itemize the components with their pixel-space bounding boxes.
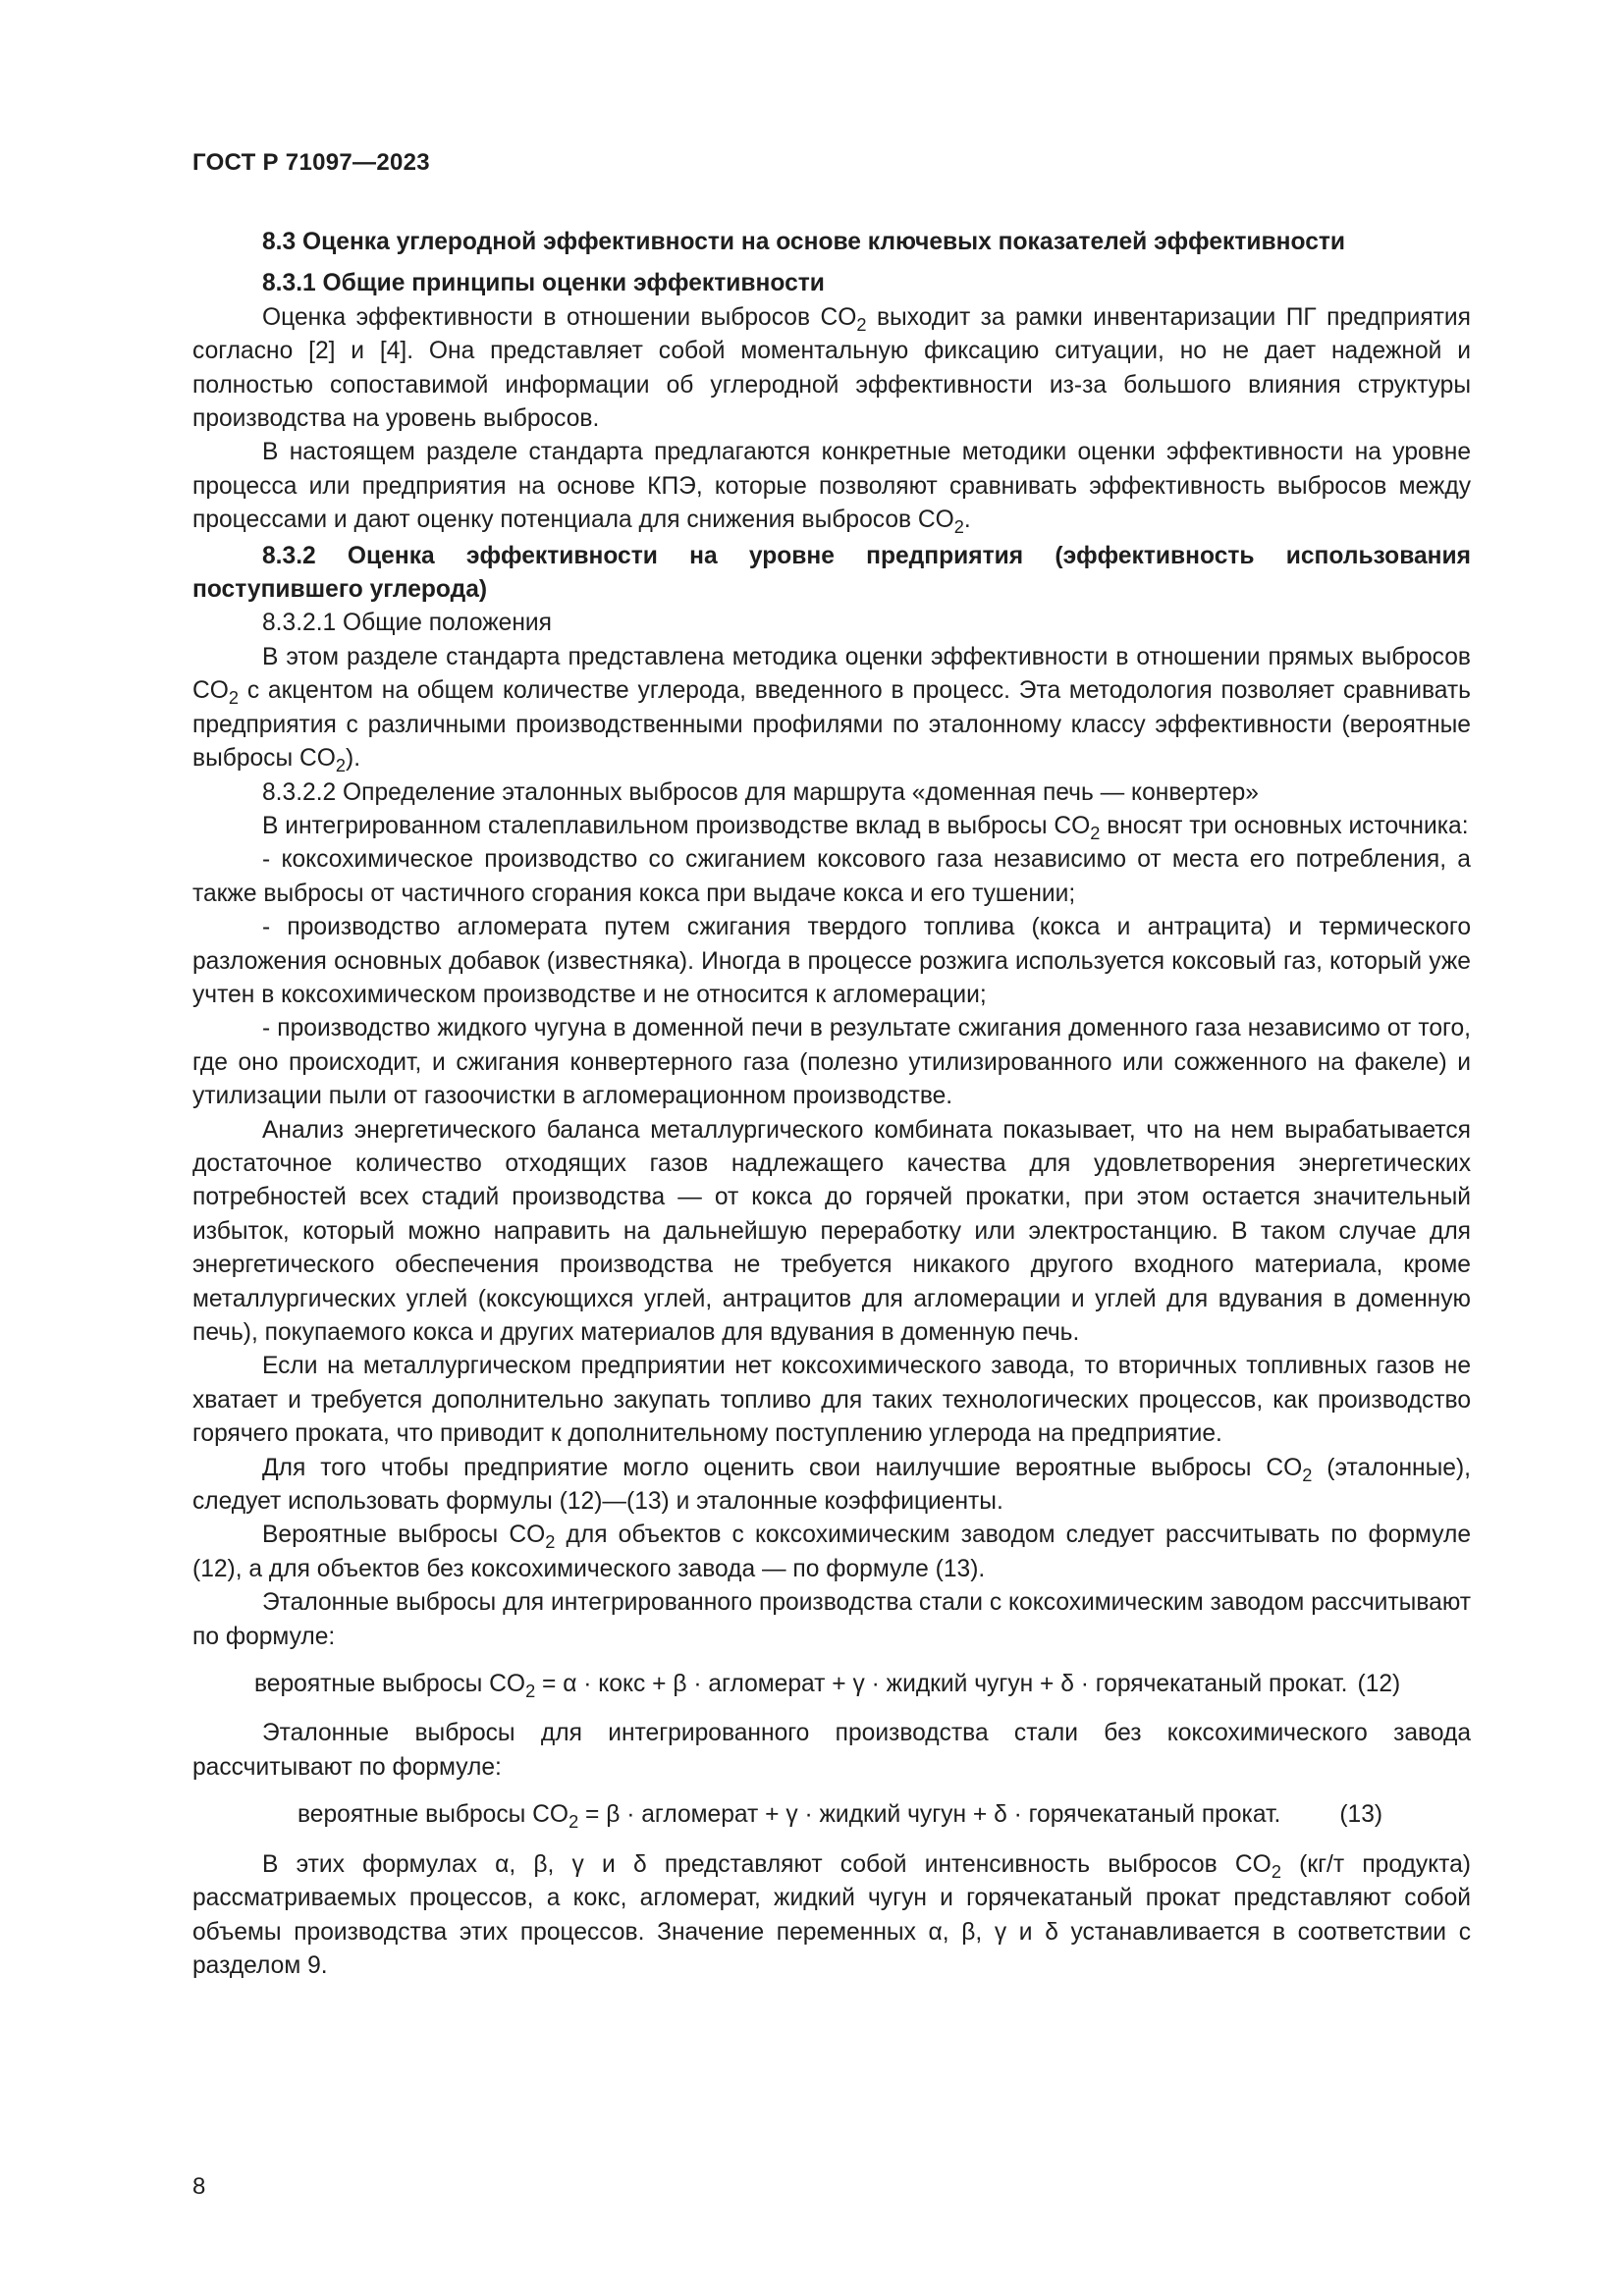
list-item-sinter: - производство агломерата путем сжигания твердого топлива (кокса и антрацита) и термического разложения основных добавок (известняка). Иногда в процессе розжига используется коксовый газ, который уже учтен в коксохимическом производстве и не относится к агломерации; bbox=[192, 914, 1471, 1008]
formula-13: вероятные выбросы $CO_2 = \beta$ · агломерат + γ · жидкий чугун + δ · горячекатаный прокат. (13) bbox=[192, 1798, 1471, 1832]
heading-8-3-2-1: 8.3.2.1 Общие положения bbox=[262, 610, 552, 637]
paragraph-without-coke-plant: Эталонные выбросы для интегрированного производства стали без коксохимического завода рассчитывают по формуле: bbox=[192, 1720, 1471, 1781]
formula-13-number: (13) bbox=[1339, 1801, 1383, 1829]
paragraph-methodology: В этом разделе стандарта представлена методика оценки эффективности в отношении прямых выбросов $CO_2$ с акцентом на общем количестве углерода, введенного в процесс. Эта методология позволяет сравнивать предприятия с различными производственными профилями по эталонному классу эффективности (вероятные выбросы $CO_2$). bbox=[192, 643, 1471, 775]
list-item-coke: - коксохимическое производство со сжиганием коксового газа независимо от места его потребления, а также выбросы от частичного сгорания кокса при выдаче кокса и его тушении; bbox=[192, 846, 1471, 907]
page-number: 8 bbox=[192, 2173, 206, 2200]
paragraph-with-coke-plant: Эталонные выбросы для интегрированного производства стали с коксохимическим заводом рассчитывают по формуле: bbox=[192, 1589, 1471, 1650]
paragraph-emission-sources: В интегрированном сталеплавильном производстве вклад в выбросы $CO_2$ вносят три основных источника: bbox=[262, 812, 1469, 843]
paragraph-no-coke-plant: Если на металлургическом предприятии нет коксохимического завода, то вторичных топливных газов не хватает и требуется дополнительно закупать топливо для таких технологических процессов, как производство горячего проката, что приводит к дополнительному поступлению углерода на предприятие. bbox=[192, 1353, 1471, 1448]
paragraph-variables: В этих формулах α, β, γ и δ представляют собой интенсивность выбросов $CO_2$ (кг/т продукта) рассматриваемых процессов, а кокс, агломерат, жидкий чугун и горячекатаный прокат представляют собой объемы производства этих процессов. Значение переменных α, β, γ и δ устанавливается в соответствии с разделом 9. bbox=[192, 1850, 1472, 1979]
formula-12-number: (12) bbox=[1357, 1671, 1401, 1698]
paragraph-energy-balance: Анализ энергетического баланса металлургического комбината показывает, что на нем вырабатывается достаточное количество отходящих газов надлежащего качества для удовлетворения энергетических потребностей всех стадий производства — от кокса до горячей прокатки, при этом остается значительный избыток, который можно направить на дальнейшую переработку или электростанцию. В таком случае для энергетического обеспечения производства не требуется никакого другого входного материала, кроме металлургических углей (коксующихся углей, антрацитов для агломерации и углей для вдувания в доменную печь), покупаемого кокса и других материалов для вдувания в доменную печь. bbox=[192, 1116, 1471, 1346]
formula-12: вероятные выбросы $CO_2 = \alpha$ · кокс + β · агломерат + γ · жидкий чугун + δ · горячекатаный прокат. (12) bbox=[192, 1668, 1471, 1701]
document-body bbox=[192, 226, 1471, 1983]
paragraph-co2-inventory: Оценка эффективности в отношении выбросов $CO_2$ выходит за рамки инвентаризации ПГ предприятия согласно [2] и [4]. Она представляет собой моментальную фиксацию ситуации, но не дает надежной и полностью сопоставимой информации об углеродной эффективности из-за большого влияния структуры производства на уровень выбросов. bbox=[192, 303, 1471, 433]
standard-header: ГОСТ Р 71097—2023 bbox=[192, 149, 430, 176]
paragraph-formula-choice: Вероятные выбросы $CO_2$ для объектов с коксохимическим заводом следует рассчитывать по формуле (12), а для объектов без коксохимического завода — по формуле (13). bbox=[192, 1522, 1472, 1582]
heading-8-3: 8.3 Оценка углеродной эффективности на основе ключевых показателей эффективности bbox=[262, 229, 1346, 255]
paragraph-kpi-methods: В настоящем разделе стандарта предлагаются конкретные методики оценки эффективности на уровне процесса или предприятия на основе КПЭ, которые позволяют сравнивать эффективность выбросов между процессами и дают оценку потенциала для снижения выбросов $CO_2$. bbox=[192, 439, 1471, 538]
heading-8-3-2-2: 8.3.2.2 Определение эталонных выбросов для маршрута «доменная печь — конвертер» bbox=[262, 778, 1259, 806]
paragraph-benchmark: Для того чтобы предприятие могло оценить свои наилучшие вероятные выбросы $CO_2$ (эталонные), следует использовать формулы (12)—(13) и эталонные коэффициенты. bbox=[192, 1454, 1471, 1516]
heading-8-3-1: 8.3.1 Общие принципы оценки эффективности bbox=[262, 270, 825, 297]
list-item-hot-metal: - производство жидкого чугуна в доменной печи в результате сжигания доменного газа независимо от того, где оно происходит, и сжигания конвертерного газа (полезно утилизированного или сожженного на факеле) и утилизации пыли от газоочистки в агломерационном производстве. bbox=[192, 1015, 1471, 1110]
heading-8-3-2: 8.3.2 Оценка эффективности на уровне предприятия (эффективность использования поступившего углерода) bbox=[192, 542, 1471, 604]
